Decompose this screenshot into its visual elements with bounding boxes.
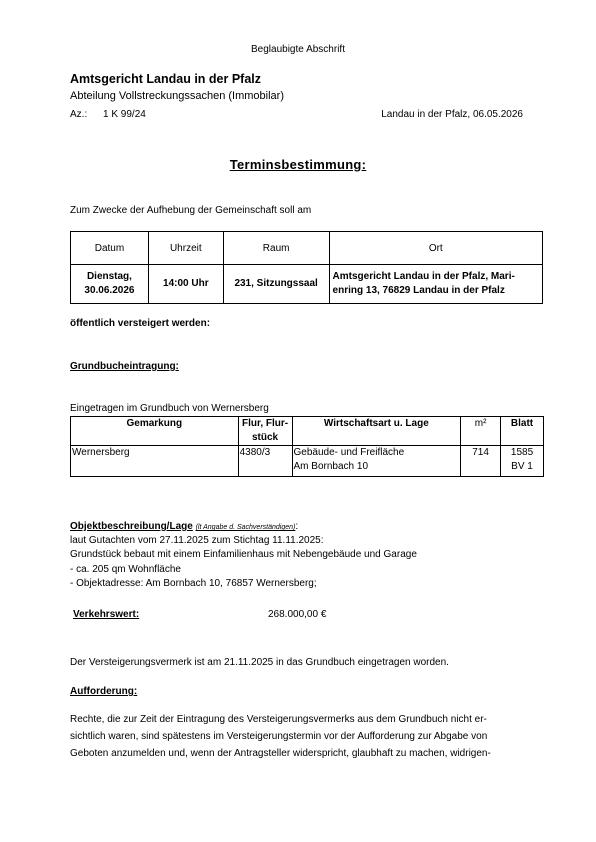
cell-ort <box>329 265 542 304</box>
wirtschaftsart-line-2: Am Bornbach 10 <box>293 461 369 472</box>
cell-raum: 231, Sitzungssaal <box>223 265 329 304</box>
land-register-heading: Grundbucheintragung: <box>70 361 179 372</box>
ort-line-1: Amtsgericht Landau in der Pfalz, Mari- <box>332 271 515 282</box>
request-line-3: Geboten anzumelden und, wenn der Antragsteller widerspricht, glaubhaft zu machen, widrigen- <box>70 748 491 759</box>
datum-line-1: Dienstag, <box>86 271 132 282</box>
document-caption: Beglaubigte Abschrift <box>251 44 345 55</box>
land-register-intro: Eingetragen im Grundbuch von Wernersberg <box>70 403 269 414</box>
header-flur-line-2: stück <box>251 432 279 443</box>
cell-wirtschaftsart <box>292 446 461 477</box>
header-flur <box>238 417 292 446</box>
header-uhrzeit: Uhrzeit <box>148 232 223 265</box>
cell-blatt <box>501 446 544 477</box>
header-datum: Datum <box>71 232 149 265</box>
appointment-table-header <box>71 232 543 265</box>
request-line-2: sichtlich waren, sind spätestens im Versteigerungstermin vor der Aufforderung zur Abgabe von <box>70 731 488 742</box>
cell-gemarkung: Wernersberg <box>71 446 239 477</box>
case-number-label: Az.: <box>70 109 88 120</box>
table-row <box>71 265 543 304</box>
object-line-2: Grundstück bebaut mit einem Einfamilienhaus mit Nebengebäude und Garage <box>70 549 417 560</box>
intro-text: Zum Zwecke der Aufhebung der Gemeinschaft soll am <box>70 205 312 216</box>
land-register-table-header <box>71 417 544 446</box>
request-line-1: Rechte, die zur Zeit der Eintragung des Versteigerungsvermerks aus dem Grundbuch nicht er- <box>70 714 487 725</box>
market-value-label: Verkehrswert: <box>73 609 140 620</box>
header-blatt: Blatt <box>501 417 544 446</box>
header-ort: Ort <box>329 232 542 265</box>
department-name: Abteilung Vollstreckungssachen (Immobilar) <box>70 90 284 102</box>
cell-flur: 4380/3 <box>238 446 292 477</box>
datum-line-2: 30.06.2026 <box>84 285 135 296</box>
court-name: Amtsgericht Landau in der Pfalz <box>70 72 262 86</box>
blatt-line-1: 1585 <box>510 447 534 458</box>
case-number-value: 1 K 99/24 <box>103 109 146 120</box>
request-heading: Aufforderung: <box>70 686 138 697</box>
auction-statement: öffentlich versteigert werden: <box>70 318 211 329</box>
wirtschaftsart-line-1: Gebäude- und Freifläche <box>293 447 405 458</box>
object-line-4: - Objektadresse: Am Bornbach 10, 76857 Wernersberg; <box>70 578 317 589</box>
register-note: Der Versteigerungsvermerk ist am 21.11.2025 in das Grundbuch eingetragen worden. <box>70 657 449 668</box>
land-register-table <box>70 416 544 477</box>
object-line-3: - ca. 205 qm Wohnfläche <box>70 564 181 575</box>
object-description-colon: : <box>295 521 299 532</box>
header-gemarkung: Gemarkung <box>71 417 239 446</box>
object-description-heading <box>70 521 298 532</box>
appointment-table <box>70 231 543 304</box>
object-description-title: Objektbeschreibung/Lage <box>70 521 193 532</box>
cell-uhrzeit: 14:00 Uhr <box>148 265 223 304</box>
header-wirtschaftsart: Wirtschaftsart u. Lage <box>292 417 461 446</box>
object-line-1: laut Gutachten vom 27.11.2025 zum Stichtag 11.11.2025: <box>70 535 324 546</box>
header-m2: m² <box>461 417 501 446</box>
header-raum: Raum <box>223 232 329 265</box>
place-and-date: Landau in der Pfalz, 06.05.2026 <box>381 109 523 120</box>
table-row <box>71 446 544 477</box>
cell-m2: 714 <box>461 446 501 477</box>
header-flur-line-1: Flur, Flur- <box>242 418 289 429</box>
object-description-note: (lt Angabe d. Sachverständigen) <box>195 524 296 531</box>
market-value-amount: 268.000,00 € <box>268 609 327 620</box>
cell-datum <box>71 265 149 304</box>
ort-line-2: enring 13, 76829 Landau in der Pfalz <box>332 285 505 296</box>
blatt-line-2: BV 1 <box>511 461 533 472</box>
page-title: Terminsbestimmung: <box>229 157 367 172</box>
